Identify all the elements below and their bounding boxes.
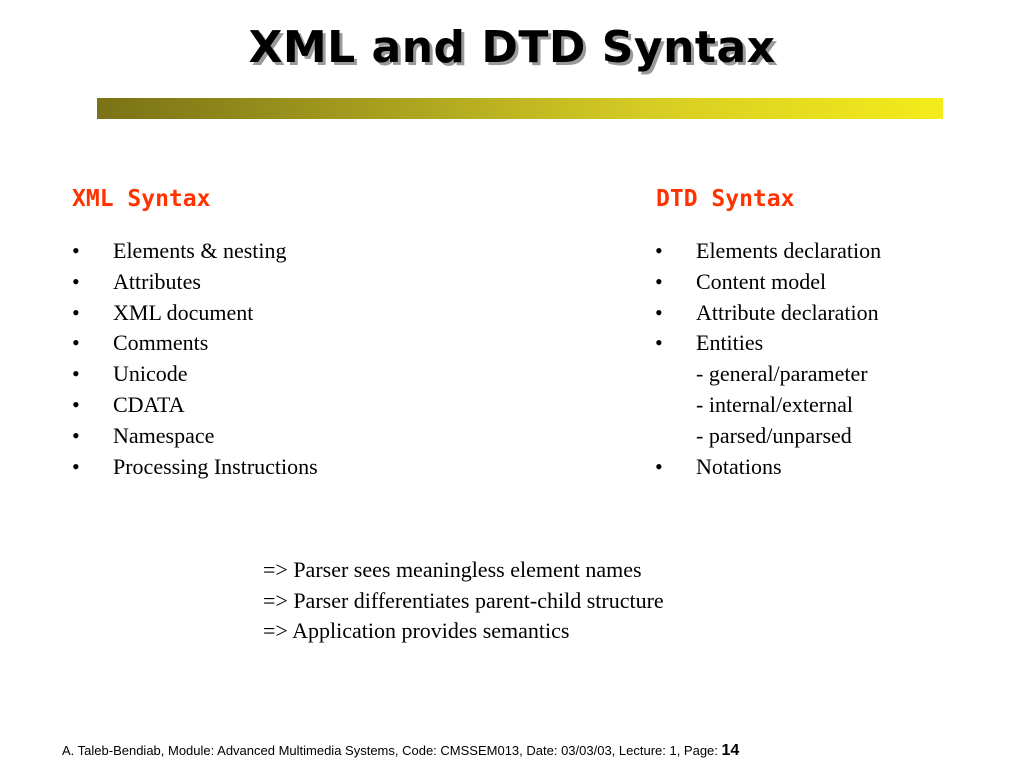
list-item: • XML document [72,298,318,329]
page-number: 14 [721,742,740,759]
bullet-icon: • [655,238,663,263]
list-item: • Notations [655,452,881,483]
bullet-icon: • [72,268,80,294]
list-item: • Elements & nesting [72,236,318,267]
list-item: • Entities [655,328,881,359]
slide-title: XML and DTD Syntax [248,22,776,73]
slide-footer [62,742,739,760]
conclusion-line: => Parser differentiates parent-child structure [263,587,664,613]
entity-subitem: - general/parameter [696,361,868,387]
title-underline-bar [97,98,943,119]
list-item: • Processing Instructions [72,452,318,483]
bullet-icon: • [655,268,663,294]
list-item: • Comments [72,328,318,359]
bullet-icon: • [72,391,80,417]
xml-syntax-heading: XML Syntax [72,186,211,212]
dtd-syntax-heading: DTD Syntax [656,186,795,212]
conclusion-line: => Parser sees meaningless element names [263,557,642,582]
bullet-icon: • [655,453,663,479]
list-item: • Content model [655,267,881,298]
bullet-icon: • [72,330,80,356]
list-item: • Attributes [72,267,318,298]
dtd-syntax-list [655,236,881,482]
entity-subitem: - internal/external [696,391,853,417]
list-item: • Elements declaration [655,236,881,267]
bullet-icon: • [655,330,663,356]
list-item: • CDATA [72,390,318,421]
list-item: • Attribute declaration [655,298,881,329]
conclusion-line: => Application provides semantics [263,618,570,643]
list-item: • Namespace [72,421,318,452]
entity-subitem: - parsed/unparsed [696,422,852,448]
bullet-icon: • [72,238,80,263]
bullet-icon: • [72,361,80,387]
bullet-icon: • [72,453,80,479]
list-item: • Unicode [72,359,318,390]
conclusions-block [263,555,664,647]
bullet-icon: • [655,299,663,325]
bullet-icon: • [72,299,80,325]
xml-syntax-list [72,236,318,482]
bullet-icon: • [72,422,80,448]
footer-text: A. Taleb-Bendiab, Module: Advanced Multimedia Systems, Code: CMSSEM013, Date: 03/03/03, Lecture: 1, Page: [62,743,722,758]
